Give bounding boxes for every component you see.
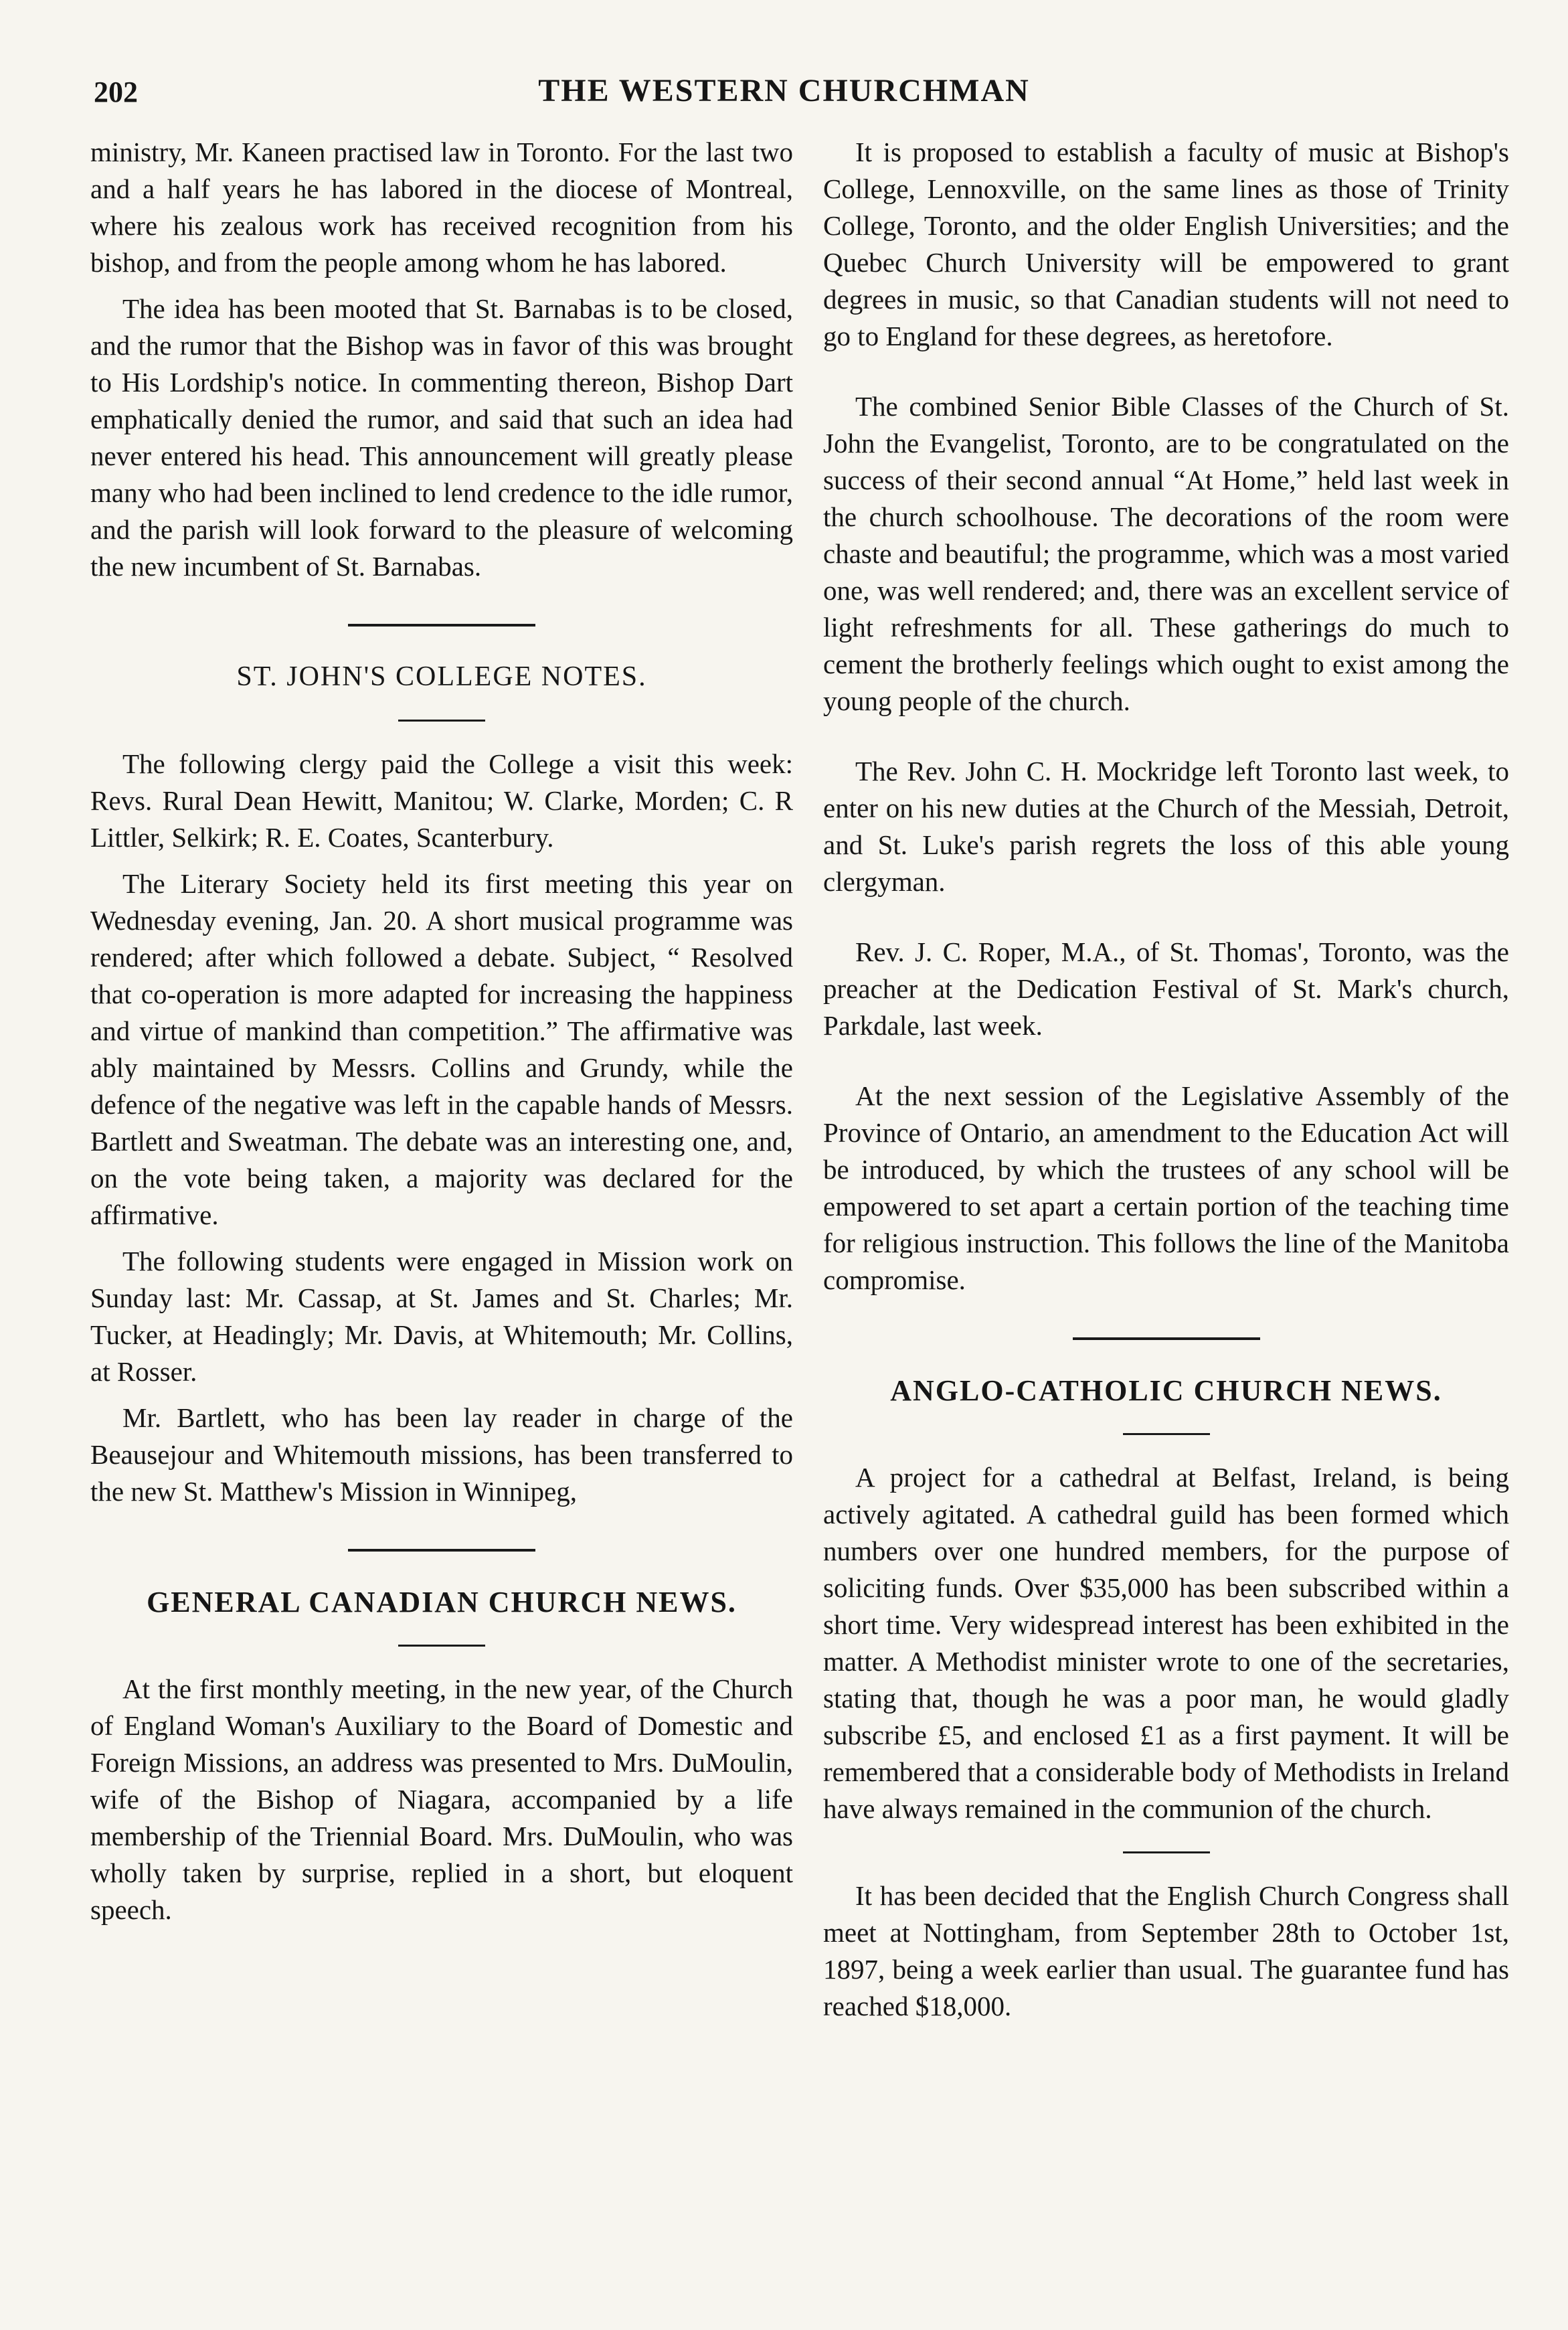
running-title: THE WESTERN CHURCHMAN bbox=[538, 73, 1030, 108]
paragraph: The combined Senior Bible Classes of the Church of St. John the Evangelist, Toronto, are to be congratulated on the success of their second annual “At Home,” held last week in the church schoolhouse. The decorations of the room were chaste and beautiful; the programme, which was a most varied one, was well rendered; and, there was an excellent service of light refreshments for all. These gatherings do much to cement the brotherly feelings which ought to exist among the young people of the church. bbox=[823, 391, 1509, 716]
divider bbox=[1123, 1851, 1210, 1853]
section-heading: ANGLO-CATHOLIC CHURCH NEWS. bbox=[890, 1374, 1442, 1407]
paragraph: It has been decided that the English Church Congress shall meet at Nottingham, from September 28th to October 1st, 1897, being a week earlier than usual. The guarantee fund has reached $18,000. bbox=[823, 1880, 1509, 2021]
divider bbox=[398, 1645, 485, 1647]
section-heading: GENERAL CANADIAN CHURCH NEWS. bbox=[147, 1586, 737, 1618]
paragraph: At the first monthly meeting, in the new year, of the Church of England Woman's Auxiliary to the Board of Domestic and Foreign Missions, an address was presented to Mrs. DuMoulin, wife of the Bishop of Niagara, accompanied by a life membership of the Triennial Board. Mrs. DuMoulin, who was wholly taken by surprise, replied in a short, but eloquent speech. bbox=[90, 1673, 793, 1925]
right-column bbox=[823, 134, 1509, 2034]
divider bbox=[348, 1549, 535, 1552]
paragraph: At the next session of the Legislative Assembly of the Province of Ontario, an amendment to the Education Act will be introduced, by which the trustees of any school will be empowered to set apart a certain portion of the teaching time for religious instruction. This follows the line of the Manitoba compromise. bbox=[823, 1080, 1509, 1295]
spacer bbox=[823, 910, 1509, 934]
paragraph: ministry, Mr. Kaneen practised law in Toronto. For the last two and a half years he has labored in the diocese of Montreal, where his zealous work has received recognition from his bishop, and from the people among whom he has labored. bbox=[90, 137, 793, 278]
paragraph: The Rev. John C. H. Mockridge left Toronto last week, to enter on his new duties at the Church of the Messiah, Detroit, and St. Luke's parish regrets the loss of this able young clergyman. bbox=[823, 756, 1509, 897]
spacer bbox=[823, 364, 1509, 388]
paragraph: The idea has been mooted that St. Barnabas is to be closed, and the rumor that the Bishop was in favor of this was brought to His Lordship's notice. In commenting thereon, Bishop Dart emphatically denied the rumor, and said that such an idea had never entered his head. This announcement will greatly please many who had been inclined to lend credence to the idle rumor, and the parish will look forward to the pleasure of welcoming the new incumbent of St. Barnabas. bbox=[90, 293, 793, 582]
spacer bbox=[823, 729, 1509, 753]
paragraph: The Literary Society held its first meeting this year on Wednesday evening, Jan. 20. A short musical programme was rendered; after which followed a debate. Subject, “ Resolved that co-operation is more adapted for increasing the happiness and virtue of mankind than competition.” The affirmative was ably maintained by Messrs. Collins and Grundy, while the defence of the negative was left in the capable hands of Messrs. Bartlett and Sweatman. The debate was an interesting one, and, on the vote being taken, a majority was declared for the affirmative. bbox=[90, 868, 793, 1230]
section-heading: ST. JOHN'S COLLEGE NOTES. bbox=[236, 661, 647, 692]
divider bbox=[1123, 1433, 1210, 1435]
divider bbox=[398, 720, 485, 722]
paragraph: It is proposed to establish a faculty of music at Bishop's College, Lennoxville, on the same lines as those of Trinity College, Toronto, and the older English Universities; and the Quebec Church University will be empowered to grant degrees in music, so that Canadian students will not need to go to England for these degrees, as heretofore. bbox=[823, 137, 1509, 351]
spacer bbox=[823, 1054, 1509, 1078]
paragraph: Mr. Bartlett, who has been lay reader in charge of the Beausejour and Whitemouth missions, has been transferred to the new St. Matthew's Mission in Winnipeg, bbox=[90, 1402, 793, 1507]
page-number: 202 bbox=[94, 76, 138, 108]
divider bbox=[1073, 1337, 1260, 1340]
paragraph: Rev. J. C. Roper, M.A., of St. Thomas', Toronto, was the preacher at the Dedication Festival of St. Mark's church, Parkdale, last week. bbox=[823, 936, 1509, 1041]
paragraph: The following clergy paid the College a visit this week: Revs. Rural Dean Hewitt, Manitou; W. Clarke, Morden; C. R Littler, Selkirk; R. E. Coates, Scanterbury. bbox=[90, 748, 793, 853]
paragraph: The following students were engaged in Mission work on Sunday last: Mr. Cassap, at St. James and St. Charles; Mr. Tucker, at Headingly; Mr. Davis, at Whitemouth; Mr. Collins, at Rosser. bbox=[90, 1246, 793, 1387]
divider bbox=[348, 624, 535, 627]
left-column bbox=[90, 134, 793, 1938]
paragraph: A project for a cathedral at Belfast, Ireland, is being actively agitated. A cathedral guild has been formed which numbers over one hundred members, for the purpose of soliciting funds. Over $35,000 has been subscribed within a short time. Very widespread interest has been exhibited in the matter. A Methodist minister wrote to one of the secretaries, stating that, though he was a poor man, he would gladly subscribe £5, and enclosed £1 as a first payment. It will be remembered that a considerable body of Methodists in Ireland have always remained in the communion of the church. bbox=[823, 1462, 1509, 1824]
